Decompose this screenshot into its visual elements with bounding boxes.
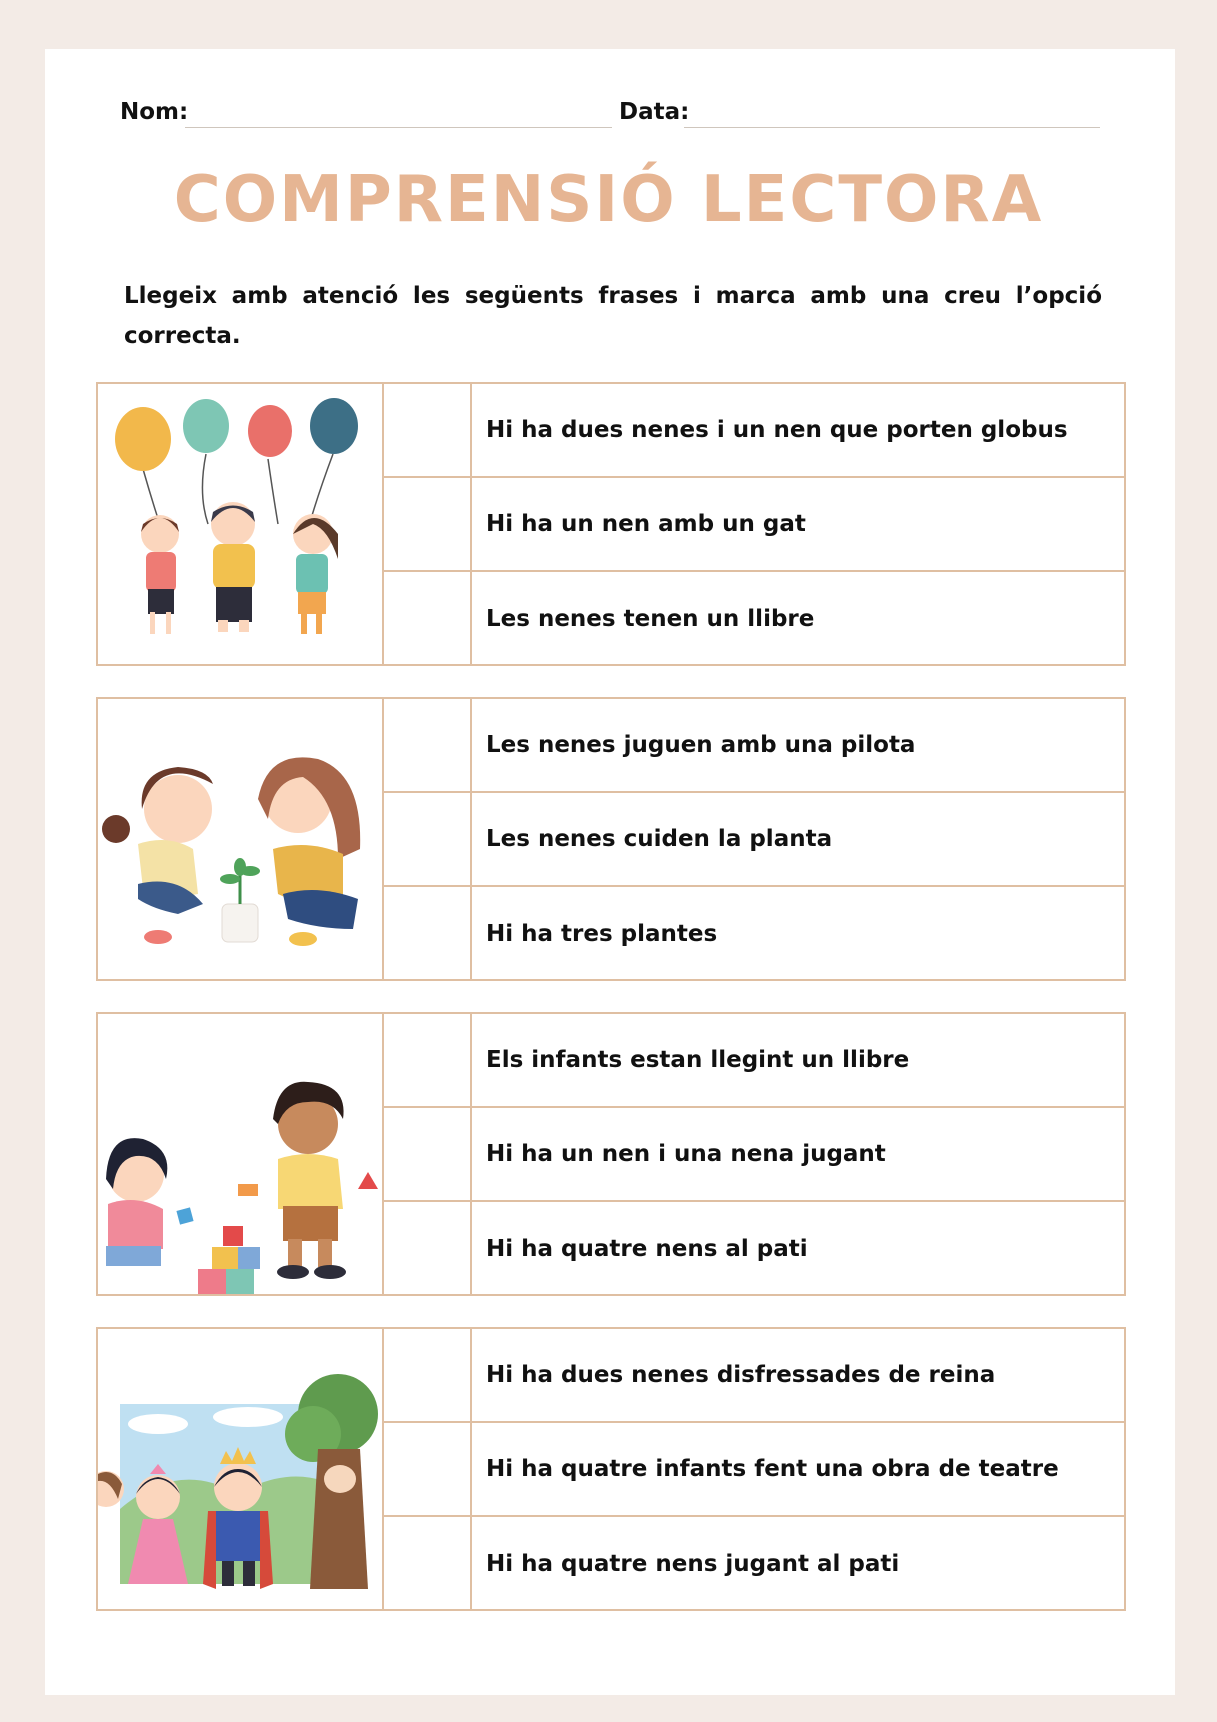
- option-row: [384, 384, 1124, 478]
- option-text: Hi ha quatre nens jugant al pati: [486, 1551, 900, 1577]
- kids-theatre-play-icon: [98, 1329, 384, 1609]
- option-row: [384, 1329, 1124, 1423]
- option-text: Hi ha tres plantes: [486, 921, 718, 947]
- option-text: Hi ha dues nenes i un nen que porten globus: [486, 417, 1068, 443]
- exercise-2: [96, 697, 1126, 981]
- girls-planting-icon: [98, 699, 384, 979]
- page-title: COMPRENSIÓ LECTORA: [173, 163, 1044, 237]
- option-text: Els infants estan llegint un llibre: [486, 1047, 910, 1073]
- option-text: Les nenes tenen un llibre: [486, 606, 815, 632]
- answer-checkbox[interactable]: [384, 1329, 472, 1421]
- exercise-3: [96, 1012, 1126, 1296]
- option-text: Hi ha quatre nens al pati: [486, 1236, 808, 1262]
- answer-checkbox[interactable]: [384, 1423, 472, 1515]
- option-text: Les nenes juguen amb una pilota: [486, 732, 916, 758]
- date-field[interactable]: [684, 127, 1100, 128]
- option-row: [384, 699, 1124, 793]
- option-text: Les nenes cuiden la planta: [486, 826, 833, 852]
- option-row: [384, 1202, 1124, 1296]
- option-text: Hi ha un nen amb un gat: [486, 511, 806, 537]
- answer-checkbox[interactable]: [384, 887, 472, 981]
- instructions: Llegeix amb atenció les següents frases i marca amb una creu l’opció correcta.: [124, 283, 1102, 349]
- option-text: Hi ha quatre infants fent una obra de teatre: [486, 1456, 1059, 1482]
- answer-checkbox[interactable]: [384, 1014, 472, 1106]
- option-row: [384, 1517, 1124, 1611]
- option-row: [384, 793, 1124, 887]
- answer-checkbox[interactable]: [384, 1517, 472, 1611]
- exercise-1: [96, 382, 1126, 666]
- option-row: [384, 887, 1124, 981]
- option-row: [384, 1014, 1124, 1108]
- date-label: Data:: [619, 99, 690, 125]
- option-row: [384, 1423, 1124, 1517]
- answer-checkbox[interactable]: [384, 793, 472, 885]
- answer-checkbox[interactable]: [384, 699, 472, 791]
- answer-checkbox[interactable]: [384, 478, 472, 570]
- children-with-balloons-icon: [98, 384, 384, 664]
- option-row: [384, 572, 1124, 666]
- name-field[interactable]: [185, 127, 612, 128]
- answer-checkbox[interactable]: [384, 572, 472, 666]
- answer-checkbox[interactable]: [384, 1202, 472, 1296]
- option-text: Hi ha un nen i una nena jugant: [486, 1141, 886, 1167]
- option-text: Hi ha dues nenes disfressades de reina: [486, 1362, 996, 1388]
- name-label: Nom:: [120, 99, 189, 125]
- kids-playing-blocks-icon: [98, 1014, 384, 1294]
- exercise-4: [96, 1327, 1126, 1611]
- answer-checkbox[interactable]: [384, 1108, 472, 1200]
- option-row: [384, 478, 1124, 572]
- answer-checkbox[interactable]: [384, 384, 472, 476]
- option-row: [384, 1108, 1124, 1202]
